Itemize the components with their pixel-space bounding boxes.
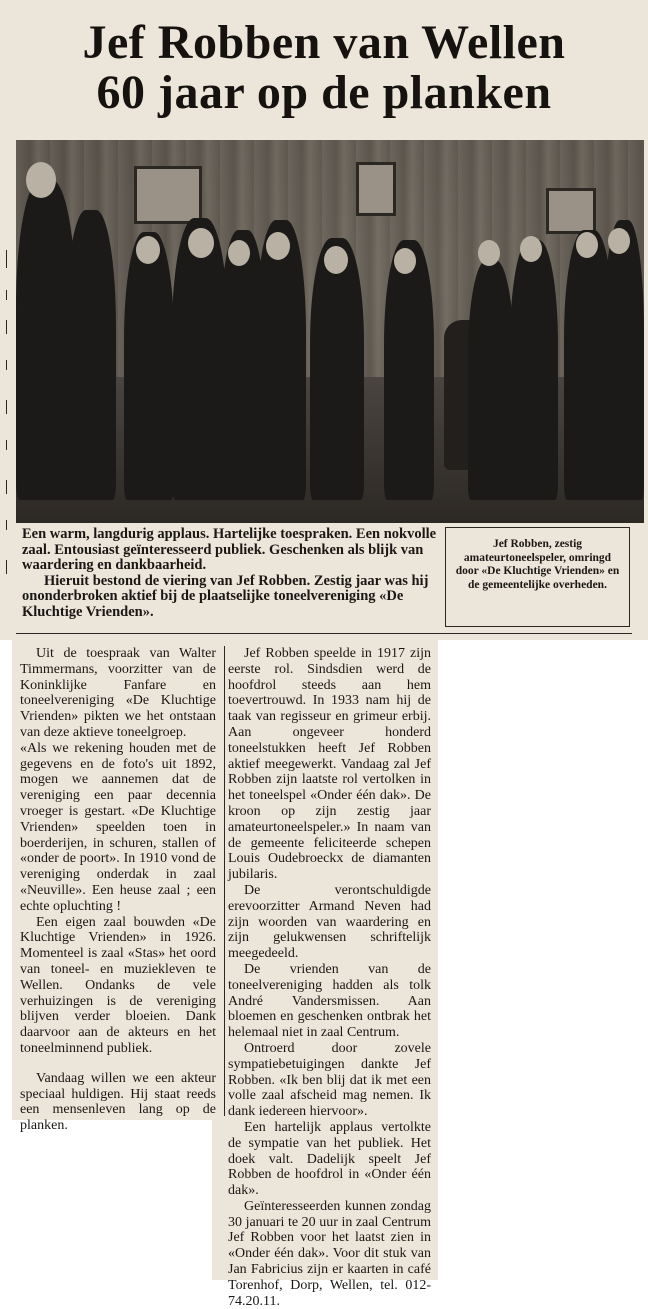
photo-caption-box: Jef Robben, zestig amateurtoneelspeler, omringd door «De Kluchtige Vrienden» en de gemeentelijke overheden. (445, 527, 630, 627)
photo-person-head (520, 236, 542, 262)
photo-person-head (266, 232, 290, 260)
article-paragraph: De vrienden van de toneelvereniging hadden als tolk André Vandersmissen. Aan bloemen en geschenken ontbrak het helemaal niet in zaal Centrum. (228, 961, 431, 1041)
edge-mark (6, 400, 7, 414)
photo-frame-picture (134, 166, 202, 224)
headline-line-2: 60 jaar op de planken (96, 66, 552, 119)
headline-line-1: Jef Robben van Wellen (82, 16, 566, 69)
article-paragraph: De verontschuldigde erevoorzitter Armand Neven had zijn woorden van waardering en zijn gelukwensen schriftelijk meegedeeld. (228, 882, 431, 962)
group-photo (16, 140, 644, 523)
photo-caption-main (22, 527, 440, 620)
photo-person-head (478, 240, 500, 266)
photo-person (256, 220, 306, 500)
article-paragraph: Jef Robben speelde in 1917 zijn eerste rol. Sindsdien werd de hoofdrol steeds aan hem toevertrouwd. In 1933 nam hij de taak van regisseur en grimeur erbij. Aan ongeveer honderd toneelstukken heeft Jef Robben aktief meegewerkt. Vandaag zal Jef Robben zijn laatste rol vertolken in het toneelspel «Onder één dak». De kroon op zijn zestig jaar amateurtoneelspeler.» In naam van de gemeente feliciteerde schepen Louis Oudebroeckx de diamanten jubilaris. (228, 646, 431, 883)
photo-person (604, 220, 644, 500)
edge-mark (6, 480, 7, 494)
edge-marks (0, 250, 12, 600)
caption-paragraph: Een warm, langdurig applaus. Hartelijke toespraken. Een nokvolle zaal. Entousiast geïnteresseerd publiek. Geschenken als blijk van waardering en dankbaarheid. (22, 526, 437, 573)
photo-person (310, 238, 364, 500)
photo-person-head (188, 228, 214, 258)
edge-mark (6, 520, 7, 530)
article-paragraph: «Als we rekening houden met de gegevens en de foto's uit 1892, mogen we aannemen dat de vereniging een paar decennia vroeger is gestart. «De Kluchtige Vrienden» speelden toen in boerderijen, in schuren, stallen of «onder de poort». In 1910 vond de vereniging onderdak in zaal «Neuville». Een heuse zaal ; een echte opluchting ! (20, 740, 216, 914)
article-paragraph: Een eigen zaal bouwden «De Kluchtige Vrienden» in 1926. Momenteel is zaal «Stas» het oord van toneel- en muziekleven te Wellen. Ondanks de vele verhuizingen is de vereniging blijven verder bloeien. Dank daarvoor aan de akteurs en het toneelminnend publiek. (20, 914, 216, 1056)
article-paragraph: Geïnteresseerden kunnen zondag 30 januari te 20 uur in zaal Centrum Jef Robben voor het laatst zien in «Onder één dak». Voor dit stuk van Jan Fabricius zijn er kaarten in café Torenhof, Dorp, Wellen, tel. 012-74.20.11. (228, 1198, 431, 1309)
caption-paragraph: Hieruit bestond de viering van Jef Robben. Zestig jaar was hij ononderbroken aktief bij de plaatselijke toneelvereniging «De Kluchtige Vrienden». (22, 572, 429, 620)
photo-frame-small (356, 162, 396, 216)
photo-person-head (228, 240, 250, 266)
edge-mark (6, 560, 7, 574)
photo-person (124, 232, 174, 500)
photo-frame-right (546, 188, 596, 234)
photo-person-head (324, 246, 348, 274)
edge-mark (6, 250, 7, 268)
photo-person (510, 240, 558, 500)
photo-person-head (608, 228, 630, 254)
article-paragraph: Uit de toespraak van Walter Timmermans, voorzitter van de Koninklijke Fanfare en toneelvereniging «De Kluchtige Vrienden» pikten we het ontstaan van deze aktieve toneelgroep. (20, 646, 216, 740)
photo-person-head (394, 248, 416, 274)
edge-mark (6, 360, 7, 370)
photo-person (468, 260, 514, 500)
article-column-2 (228, 646, 431, 1309)
article-paragraph: Ontroerd door zovele sympatiebetuigingen dankte Jef Robben. «Ik ben blij dat ik met een volle zaal afscheid mag nemen. Ik dank iedereen hiervoor». (228, 1040, 431, 1120)
headline (0, 18, 648, 118)
article-paragraph: Een hartelijk applaus vertolkte de sympatie van het publiek. Het doek valt. Dadelijk speelt Jef Robben de hoofdrol in «Onder één dak». (228, 1119, 431, 1199)
edge-mark (6, 290, 7, 300)
article-paragraph: Vandaag willen we een akteur speciaal huldigen. Hij staat reeds een mensenleven lang op de planken. (20, 1070, 216, 1134)
photo-person-head (136, 236, 160, 264)
horizontal-rule (16, 633, 632, 634)
photo-person (66, 210, 116, 500)
photo-person (384, 240, 434, 500)
column-divider (224, 646, 225, 1116)
article-column-1 (20, 646, 216, 1134)
edge-mark (6, 320, 7, 334)
edge-mark (6, 440, 7, 450)
photo-person-head (576, 232, 598, 258)
photo-person-head (26, 162, 56, 198)
